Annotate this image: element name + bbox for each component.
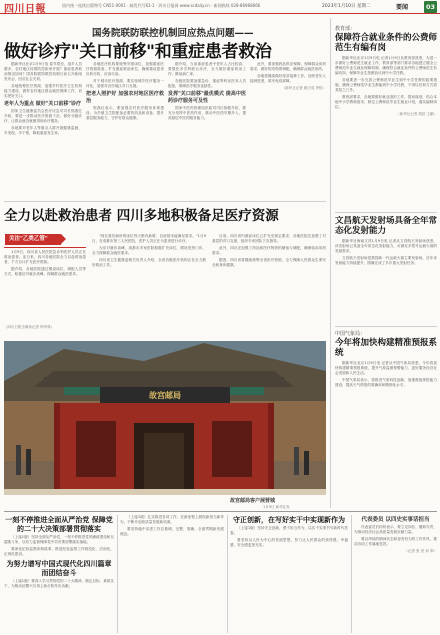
lead-kicker: 国务院联防联控机制回应热点问题—— [92, 28, 254, 39]
right-story-a [335, 25, 437, 210]
paragraph: 要坚持以人民为中心的发展思想，努力让人民群众的获得感、幸福感、安全感更加充实。 [230, 538, 348, 547]
headline: 守正创新，在写好实干中实现新作为 [233, 515, 345, 524]
paragraph: （上接1版）要深入学习贯彻党的二十大精神，锚定目标、真抓实干，为推动治蜀兴川再上新台阶作出贡献。 [4, 579, 114, 588]
divider [351, 515, 352, 633]
kicker: 中国气象局： [335, 331, 366, 337]
paragraph: 文昌航天发射场是我国新一代运载火箭主要发射场，近年来发射能力持续提升，圆满完成了多次重大发射任务。 [335, 256, 437, 265]
paragraph: 此外，要加强药品供应保障，保障群众用药需求，做好防疫物资调配，确保群众就医用药。 [250, 62, 326, 71]
paragraph: 1月9日，四川省人民医院急诊科医护人员正在救治患者。连日来，四川各地医院全力以赴救治患者，千方百计扩充医疗资源。 [4, 250, 86, 264]
lead-column-3 [168, 62, 246, 200]
headline: 保障符合就业条件的公费师范生有编有岗 [335, 33, 437, 53]
paragraph: 此外，四川还加强了药品和医疗物资的储备与调配，确保临床用药需求。 [212, 246, 326, 255]
paragraph: 要以昂扬的精神状态和奋发有为的工作作风，推动各项工作落地见效。 [354, 537, 437, 546]
body [335, 56, 437, 110]
page-number: 03 [425, 3, 436, 11]
second-headline: 全力以赴救治患者 四川多地积极备足医疗资源 [4, 208, 279, 224]
paragraph: 各地要进一步完善公费师范毕业生到中小学任教的政策措施，确保公费师范毕业生都能到中小学任教，不得以任何方式将其拒之门外。 [335, 78, 437, 92]
paragraph: 对于城市医疗资源，要实现城乡医疗服务一体化，加强对农村地区对口支援。 [86, 79, 164, 88]
second-column-1 [92, 234, 206, 338]
body [120, 515, 224, 537]
topic-ribbon: 关注"乙类乙管" [5, 234, 61, 245]
subheading: 老年人为重点 做好"关口前移"诊疗 [4, 101, 81, 107]
paragraph: 据介绍，各地医院通过增设床位、调配人员等方式，积极应对就诊高峰，保障群众就医需求。 [4, 267, 86, 276]
paragraph: 各地医疗机构要统筹安排床位，加强重症医疗资源准备，扩充重症救治床位，确保重症患者应收尽收、应治尽治。 [86, 62, 164, 76]
section-label: 要闻 [396, 4, 409, 11]
masthead [0, 0, 440, 14]
lead-column-1 [4, 62, 82, 200]
subheading: 发挥"关口前移"最优模式 提高中医药诊疗服务可及性 [168, 91, 246, 104]
divider [117, 515, 118, 633]
quote-caption: （四川日报全媒体记者 钟华林） [4, 325, 55, 329]
paragraph: （上接1版）坚持全面从严治党，一刻不停推进党风廉政建设和反腐败斗争，以有力监督保障党中央决策部署落实落地。 [4, 535, 114, 544]
photo-illustration [4, 341, 326, 495]
lead-headline: 做好诊疗"关口前移"和重症患者救治 [4, 42, 272, 62]
divider [4, 511, 437, 512]
paragraph: 国家卫生健康委员会医疗应急司司长郭燕红介绍，要进一步推动医疗资源下沉，做好分级诊疗，让群众就近就便得到诊疗服务。 [4, 109, 82, 123]
right-story-b [335, 216, 437, 324]
paragraph: 要坚持稳中求进工作总基调，完整、准确、全面贯彻新发展理念。 [120, 527, 224, 536]
paragraph: 目前，四川省内重症床位已扩充至规定要求，各地医院还加强了对基层的对口支援，组织专家团队下沉指导。 [212, 234, 326, 243]
kicker: 教育部： [335, 26, 356, 32]
paragraph: 各级医院要加强急诊、重症等科室医务人员配备，保障医疗服务连续性。 [168, 79, 246, 88]
paragraph: 各地要对老年人等重点人群开展健康监测，早发现、早干预，降低重症发生率。 [4, 126, 82, 135]
paragraph: 据新华社海南文昌1月9日电 记者从文昌航天发射场获悉，该发射场已具备全年常态化发射能力，可满足多型号运载火箭的发射需求。 [335, 239, 437, 253]
bottom-story-1 [4, 515, 114, 633]
divider [4, 201, 326, 202]
quote-box [4, 247, 86, 319]
newspaper-logo: 四川日報 [4, 4, 46, 15]
bottom-story-2 [120, 515, 224, 633]
byline: （记者 张 世 何 奉） [404, 549, 437, 553]
paragraph: 教育部要求，各地要做好就业组织工作，提前谋划，结合本地中小学教师需求，制定公费师范毕业生就业计划，落实编制岗位。 [335, 95, 437, 109]
headline: 代表委员 以四史实事话担当 [361, 517, 430, 523]
paragraph: 为应对就诊高峰，成都市多家医院积极扩充床位，增设发热门诊，全力保障群众就医需求。 [92, 246, 206, 255]
news-photo [4, 341, 326, 495]
paragraph: 据新华社北京1月9日电 春节将至，返乡人员增多，农村地区疫情防控如何开展？重症患者救治情况如何？国务院联防联控机制日前召开新闻发布会，回应社会关切。 [4, 62, 82, 81]
right-story-c [335, 330, 437, 508]
headline: 为努力谱写中国式现代化四川篇章而团结奋斗 [6, 559, 112, 577]
body [335, 239, 437, 266]
bottom-story-4 [354, 515, 437, 633]
paragraph: 郭燕红表示，要加强农村医疗服务体系建设，为乡镇卫生院配备必要的药品和设备，提升基层服务能力，守护好群众健康。 [86, 106, 164, 120]
paragraph: 各地统筹医疗资源，加强乡村医疗卫生机构能力建设，做好农村地区群众就医保障工作，切实把好关口。 [4, 84, 82, 98]
headline: 今年将加快构建精准预报系统 [335, 338, 437, 358]
divider [335, 326, 437, 327]
lead-column-2 [86, 62, 164, 200]
paragraph: 据新华社北京1月9日电 记者1月9日从教育部获悉，为进一步做好公费师范生就业工作，教育部等部门要求各地建立健全公费师范毕业生就业保障机制，确保符合就业条件的公费师范生有编有岗，保障毕业生按照协议到中小学任教。 [335, 56, 437, 75]
masthead-info: 国内统一连续出版物号 CN51-0001 · 邮发代号61-1 · 四川日报网 www.scdaily.cn · 新闻热线 028-86968666 [62, 3, 261, 8]
photo-sign: 故宫邮局 [149, 390, 181, 400]
divider [227, 515, 228, 633]
headline: 一刻不停推进全面从严治党 保障党的二十大决策部署贯彻落实 [5, 515, 113, 533]
paragraph: 据悉，四川省将继续统筹全省医疗资源，全力保障人民群众生命安全和身体健康。 [212, 258, 326, 267]
byline: （新华社记者 胡浩 王鹏） [396, 112, 437, 116]
paragraph: 四川省卫生健康委相关负责人介绍，全省各级医疗机构正在全力做好救治工作。 [92, 258, 206, 267]
body [335, 361, 437, 388]
paragraph: 要深化纪检监察体制改革，推进纪检监察工作规范化、法治化、正规化建设。 [4, 547, 114, 556]
body [354, 525, 437, 547]
body [4, 579, 114, 589]
divider [330, 18, 331, 508]
bottom-story-3 [230, 515, 348, 633]
paragraph: 据新华社北京1月9日电 记者从中国气象局获悉，今年将加快构建精准预报系统，提升气象监测预警能力，更好服务经济社会发展和人民生活。 [335, 361, 437, 375]
paragraph: 各地将继续做好疫苗接种工作，加快老年人接种进度，筑牢免疫屏障。 [250, 74, 326, 83]
lead-column-4 [250, 62, 326, 200]
paragraph: 据介绍，当前重症患者中老年人占比较高，要强化多学科联合诊疗，全力做好重症救治工作，降低病亡率。 [168, 62, 246, 76]
paragraph: 代表委员们纷纷表示，要立足岗位、履职尽责，为推动经济社会高质量发展贡献力量。 [354, 525, 437, 534]
byline: （新华社记者 顾天成 李恒） [281, 86, 326, 90]
paragraph: "现在我们病房的床位每天都有新增，目前基本能满足需求。"1月9日，在成都市第三人民医院，医护人员正在为患者进行诊疗。 [92, 234, 206, 243]
divider [335, 212, 437, 213]
photo-credit: 1月9日 新华社发 [263, 505, 290, 509]
issue-date: 2023年1月10日 星期二 [322, 4, 371, 9]
body [230, 526, 348, 548]
paragraph: （上接1版）坚持守正创新，勇于担当作为，以实干实绩书写新时代答卷。 [230, 526, 348, 535]
paragraph: （上接1版）扎实推进各项工作，在新征程上展现新担当新作为，不断开创高质量发展新局面。 [120, 515, 224, 524]
subheading: 把老人照护好 加强农村地区医疗救治 [86, 91, 164, 104]
body [4, 535, 114, 557]
paragraph: 国家中医药管理局医政司司长蒋健介绍，要充分发挥中医药作用，推动中医药早期介入，提高基层中医药服务能力。 [168, 106, 246, 120]
second-column-2 [212, 234, 326, 338]
headline: 文昌航天发射场具备全年常态化发射能力 [335, 216, 437, 236]
photo-caption: 故宫邮局客户展营城 [230, 498, 276, 504]
paragraph: 中国气象局表示，将推进气象科技创新，加强数值预报能力建设，提高天气预报的准确率和精细化水平。 [335, 378, 437, 387]
